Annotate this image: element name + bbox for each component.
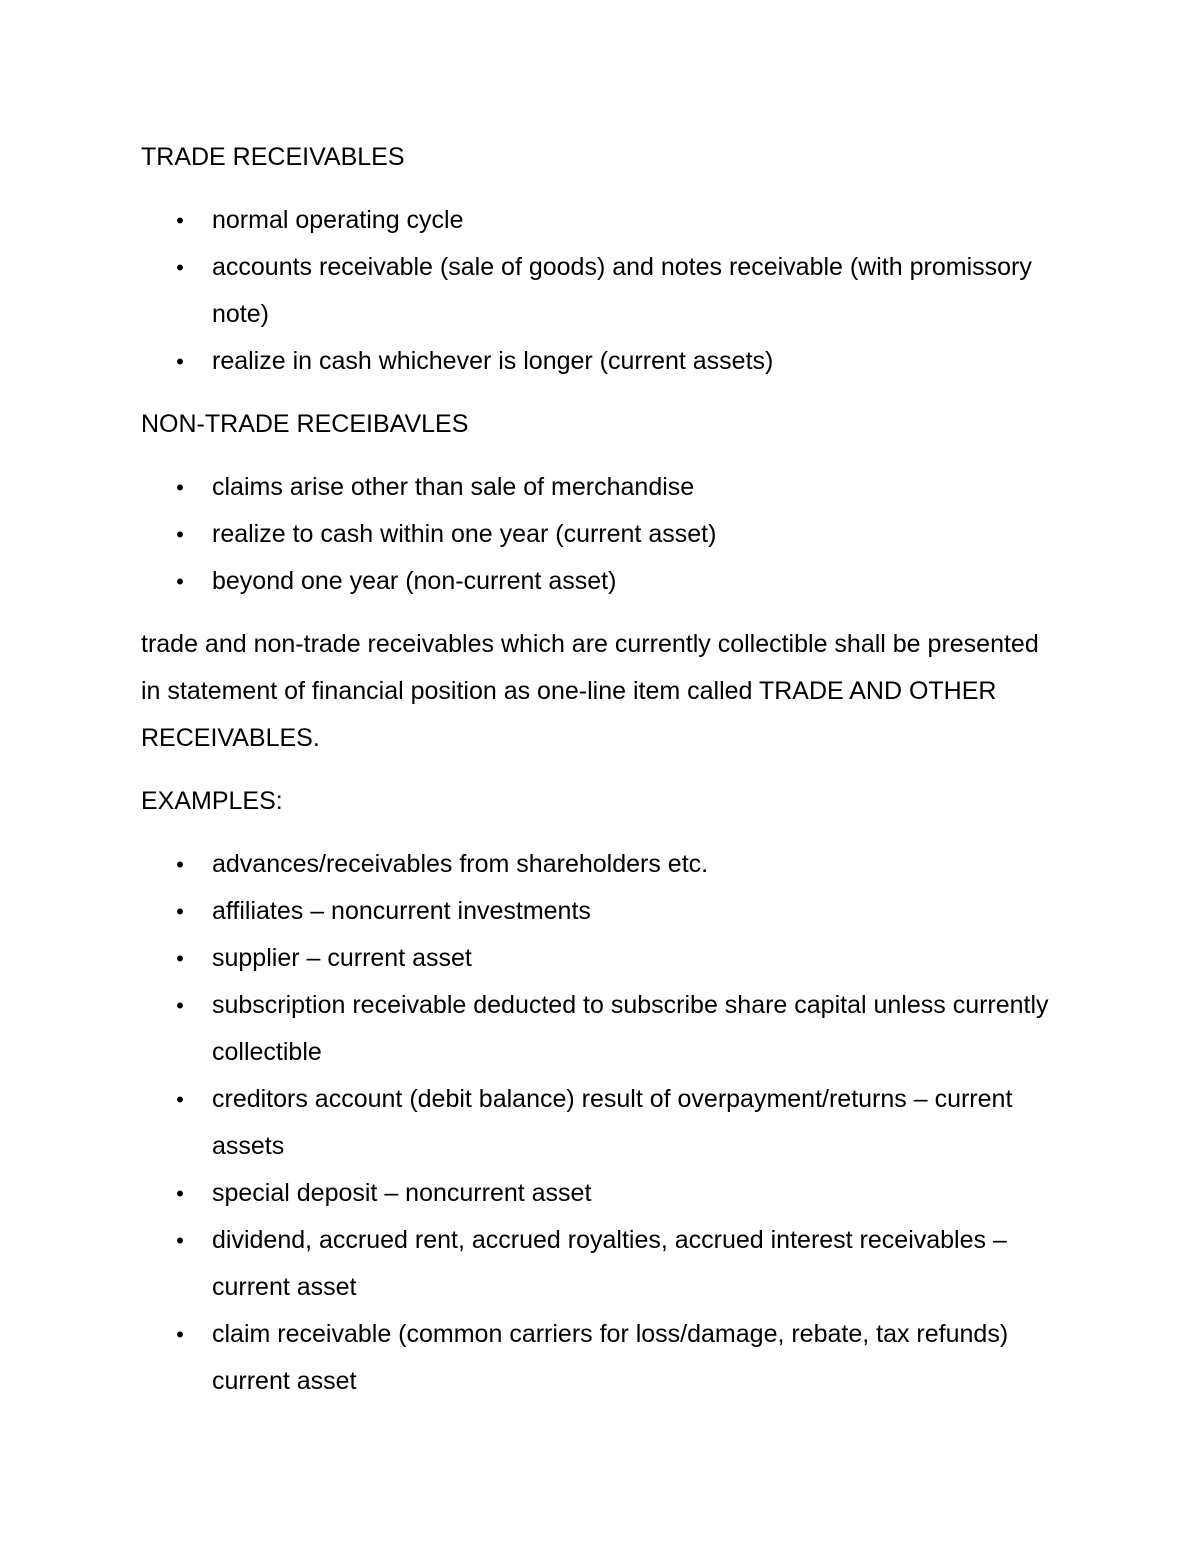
- list-item-text: accounts receivable (sale of goods) and notes receivable (with promissory note): [212, 253, 1032, 328]
- examples-heading: EXAMPLES:: [141, 787, 283, 815]
- trade-receivables-heading: TRADE RECEIVABLES: [141, 143, 405, 171]
- list-item: [176, 1170, 1061, 1217]
- list-item: [176, 1076, 1061, 1170]
- summary-paragraph: trade and non-trade receivables which are currently collectible shall be presented in statement of financial position as one-line item called TRADE AND OTHER RECEIVABLES.: [141, 630, 1039, 752]
- list-item-text: normal operating cycle: [212, 206, 464, 234]
- bullet-icon: •: [176, 522, 184, 547]
- trade-receivables-list: [141, 197, 1061, 385]
- list-item: [176, 464, 1061, 511]
- list-item-text: supplier – current asset: [212, 944, 472, 972]
- list-item: [176, 1311, 1061, 1405]
- bullet-icon: •: [176, 1087, 184, 1112]
- list-item: [176, 511, 1061, 558]
- list-item-text: subscription receivable deducted to subscribe share capital unless currently collectible: [212, 991, 1049, 1066]
- list-item: [176, 558, 1061, 605]
- list-item: [176, 1217, 1061, 1311]
- bullet-icon: •: [176, 208, 184, 233]
- list-item-text: affiliates – noncurrent investments: [212, 897, 591, 925]
- bullet-icon: •: [176, 475, 184, 500]
- bullet-icon: •: [176, 993, 184, 1018]
- list-item: [176, 888, 1061, 935]
- list-item: [176, 197, 1061, 244]
- non-trade-receivables-heading: NON-TRADE RECEIBAVLES: [141, 410, 469, 438]
- list-item-text: claims arise other than sale of merchandise: [212, 473, 695, 501]
- document-body: [141, 134, 1061, 1421]
- list-item: [176, 982, 1061, 1076]
- list-item-text: advances/receivables from shareholders etc.: [212, 850, 709, 878]
- bullet-icon: •: [176, 349, 184, 374]
- bullet-icon: •: [176, 1322, 184, 1347]
- list-item-text: realize to cash within one year (current asset): [212, 520, 717, 548]
- list-item: [176, 935, 1061, 982]
- list-item-text: claim receivable (common carriers for loss/damage, rebate, tax refunds) current asset: [212, 1320, 1009, 1395]
- bullet-icon: •: [176, 1181, 184, 1206]
- list-item: [176, 338, 1061, 385]
- list-item: [176, 244, 1061, 338]
- list-item: [176, 841, 1061, 888]
- non-trade-receivables-list: [141, 464, 1061, 605]
- list-item-text: beyond one year (non-current asset): [212, 567, 617, 595]
- bullet-icon: •: [176, 255, 184, 280]
- list-item-text: dividend, accrued rent, accrued royalties, accrued interest receivables – current asset: [212, 1226, 1007, 1301]
- bullet-icon: •: [176, 1228, 184, 1253]
- bullet-icon: •: [176, 899, 184, 924]
- bullet-icon: •: [176, 569, 184, 594]
- bullet-icon: •: [176, 852, 184, 877]
- list-item-text: special deposit – noncurrent asset: [212, 1179, 592, 1207]
- list-item-text: creditors account (debit balance) result of overpayment/returns – current assets: [212, 1085, 1013, 1160]
- list-item-text: realize in cash whichever is longer (current assets): [212, 347, 774, 375]
- examples-list: [141, 841, 1061, 1405]
- bullet-icon: •: [176, 946, 184, 971]
